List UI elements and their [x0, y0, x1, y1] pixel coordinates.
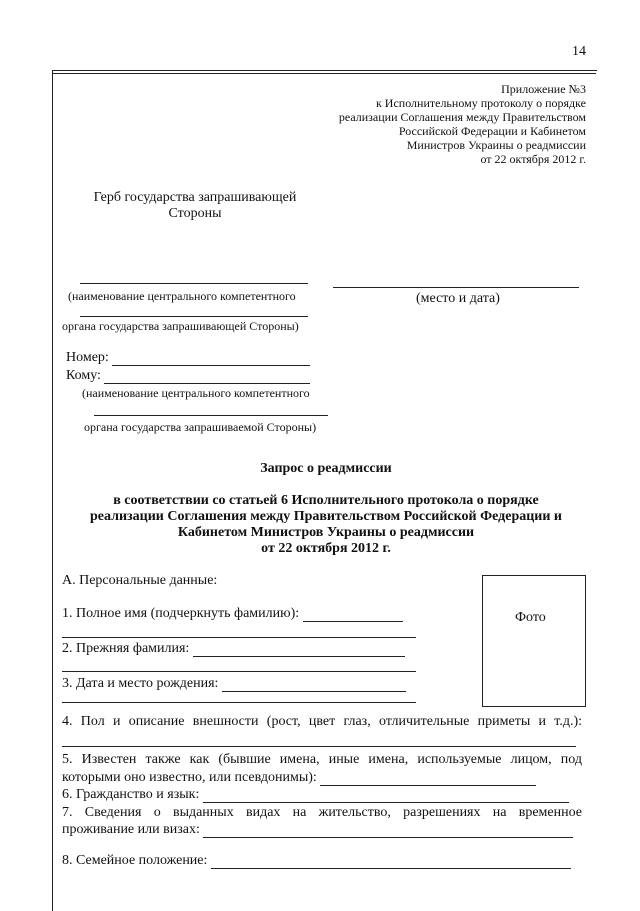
field-1-label: 1. Полное имя (подчеркнуть фамилию): — [62, 606, 300, 621]
field-4-line — [62, 746, 576, 747]
field-5-label-1: 5. Известен также как (бывшие имена, иные имена, используемые лицом, под — [62, 752, 582, 767]
requesting-authority-line-2 — [80, 316, 308, 317]
to-label: Кому: — [66, 368, 101, 383]
field-3-extra-line — [62, 702, 416, 703]
emblem-line-2: Стороны — [168, 206, 222, 221]
number-field — [66, 350, 310, 366]
requested-authority-caption-2: органа государства запрашиваемой Стороны) — [84, 420, 317, 434]
request-title: Запрос о реадмиссии — [260, 461, 392, 476]
field-1-extra-line — [62, 637, 416, 638]
subtitle-line-4: от 22 октября 2012 г. — [261, 541, 391, 556]
photo-box — [482, 575, 586, 707]
field-2 — [62, 641, 405, 657]
requesting-authority-caption-1: (наименование центрального компетентного — [68, 289, 296, 303]
subtitle-line-1: в соответствии со статьей 6 Исполнительного протокола о порядке — [113, 493, 539, 508]
requested-authority-line — [94, 415, 328, 416]
request-subtitle — [52, 493, 600, 557]
field-6-label: 6. Гражданство и язык: — [62, 787, 200, 802]
to-field — [66, 368, 310, 384]
field-8-blank — [211, 855, 571, 869]
field-4-label: 4. Пол и описание внешности (рост, цвет глаз, отличительные приметы и т.д.): — [62, 714, 582, 729]
field-5-blank — [320, 772, 536, 786]
appendix-line-3: реализации Соглашения между Правительством — [338, 110, 586, 124]
page-number: 14 — [572, 44, 586, 59]
field-2-blank — [193, 643, 405, 657]
field-6 — [62, 787, 569, 803]
appendix-line-6: от 22 октября 2012 г. — [480, 152, 586, 166]
appendix-note — [300, 82, 586, 166]
field-2-extra-line — [62, 671, 416, 672]
field-7 — [62, 822, 573, 838]
field-1 — [62, 606, 403, 622]
number-label: Номер: — [66, 350, 109, 365]
field-3-blank — [222, 678, 406, 692]
field-3-label: 3. Дата и место рождения: — [62, 676, 219, 691]
field-7-label-2: проживание или визах: — [62, 822, 200, 837]
field-2-label: 2. Прежняя фамилия: — [62, 641, 190, 656]
section-a-heading: А. Персональные данные: — [62, 573, 218, 588]
emblem-line-1: Герб государства запрашивающей — [93, 190, 297, 205]
appendix-line-4: Российской Федерации и Кабинетом — [398, 124, 586, 138]
field-7-label-1: 7. Сведения о выданных видах на жительство, разрешениях на временное — [62, 805, 582, 820]
number-blank — [112, 352, 310, 366]
field-5-label-2: которыми оно известно, или псевдонимы): — [62, 770, 317, 785]
emblem-placeholder — [70, 190, 320, 222]
requesting-authority-line — [80, 283, 308, 284]
field-3 — [62, 676, 406, 692]
field-6-blank — [203, 789, 569, 803]
subtitle-line-3: Кабинетом Министров Украины о реадмиссии — [177, 525, 475, 540]
requested-authority-caption-1: (наименование центрального компетентного — [82, 386, 310, 400]
photo-label: Фото — [515, 610, 546, 625]
field-5 — [62, 770, 536, 786]
place-date-caption: (место и дата) — [416, 291, 500, 306]
field-1-blank — [303, 608, 403, 622]
appendix-line-2: к Исполнительному протоколу о порядке — [375, 96, 586, 110]
to-blank — [104, 370, 310, 384]
appendix-line-1: Приложение №3 — [501, 82, 586, 96]
field-8-label: 8. Семейное положение: — [62, 853, 208, 868]
place-date-line — [333, 287, 579, 288]
frame-top-double-line — [52, 73, 596, 74]
field-7-blank — [203, 824, 573, 838]
appendix-line-5: Министров Украины о реадмиссии — [406, 138, 586, 152]
field-8 — [62, 853, 571, 869]
requesting-authority-caption-2: органа государства запрашивающей Стороны) — [62, 319, 299, 333]
subtitle-line-2: реализации Соглашения между Правительством Российской Федерации и — [89, 509, 562, 524]
